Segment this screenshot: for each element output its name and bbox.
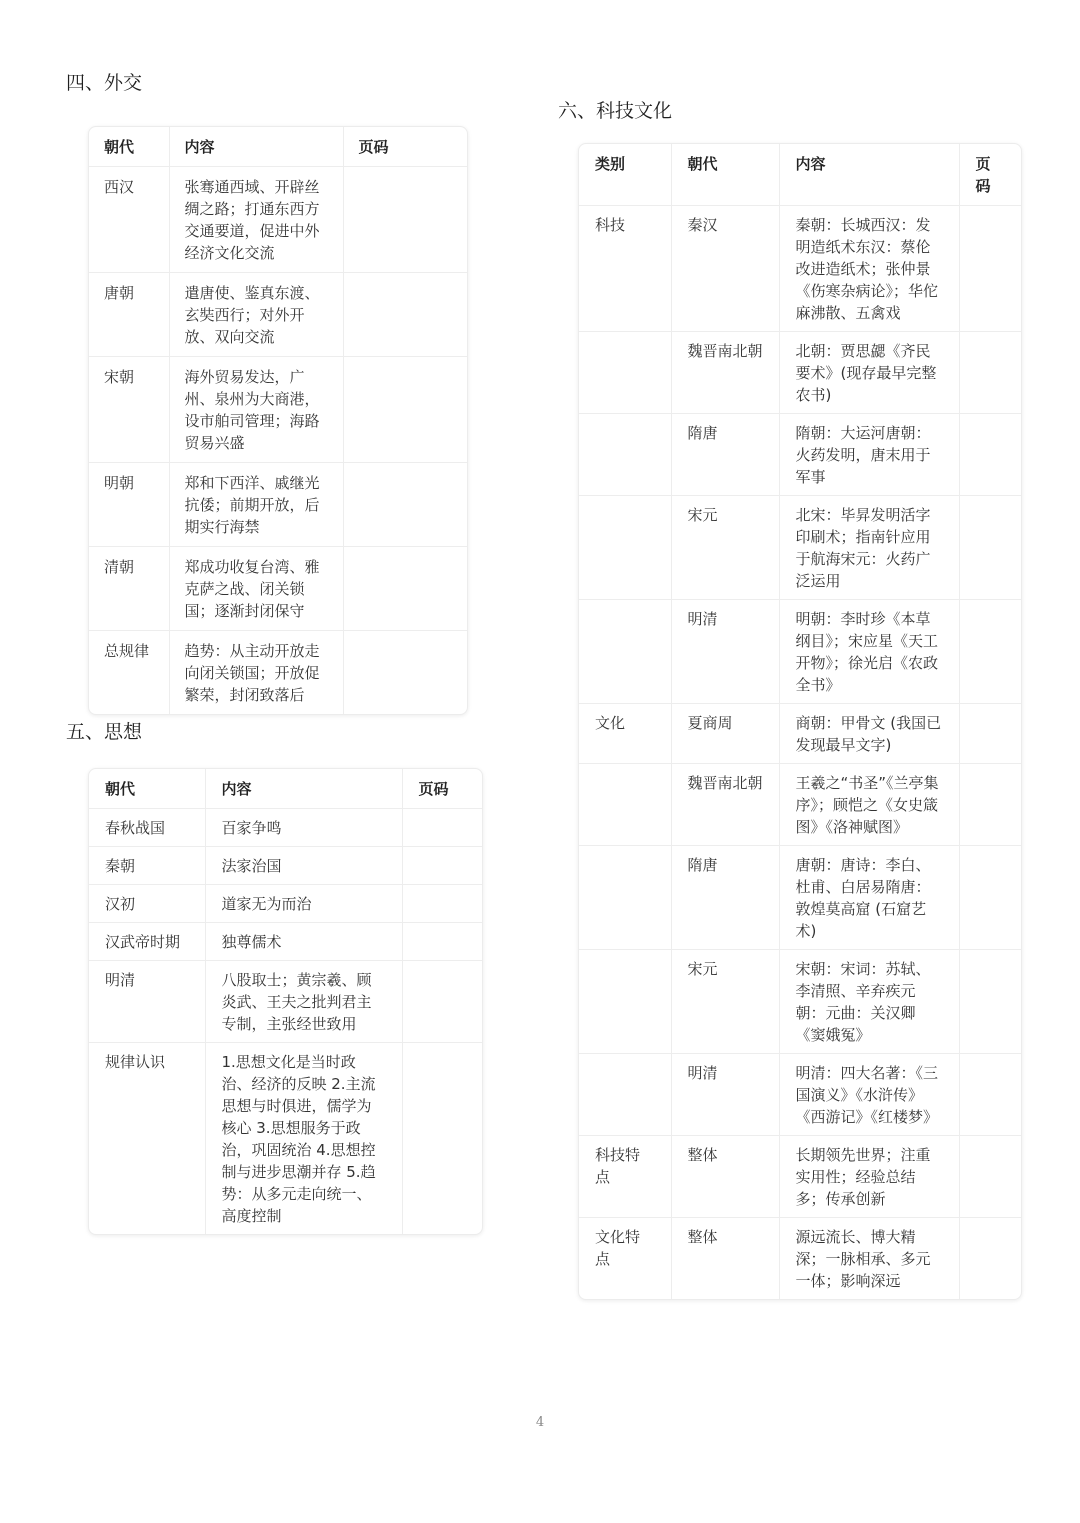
- table-cell: 北宋：毕昇发明活字印刷术；指南针应用于航海宋元：火药广泛运用: [779, 496, 959, 600]
- table-cell: 百家争鸣: [205, 809, 402, 847]
- table-cell: 遣唐使、鉴真东渡、玄奘西行；对外开放、双向交流: [169, 273, 343, 357]
- table-cell: [343, 631, 467, 715]
- diplomacy-table: [88, 126, 468, 715]
- table-cell: 北朝：贾思勰《齐民要术》(现存最早完整农书): [779, 332, 959, 414]
- table-row: [89, 923, 482, 961]
- column-header: 朝代: [89, 127, 169, 167]
- table-cell: [343, 463, 467, 547]
- table-cell: 宋朝: [89, 357, 169, 463]
- table-cell: 隋朝：大运河唐朝：火药发明，唐末用于军事: [779, 414, 959, 496]
- section-4-title: 四、外交: [66, 72, 143, 94]
- thought-table: [88, 768, 483, 1235]
- table-cell: 明清: [671, 1054, 779, 1136]
- table-cell: 明清: [89, 961, 205, 1043]
- table-cell: 科技: [579, 206, 671, 332]
- column-header: 页码: [959, 144, 1021, 206]
- table-cell: 汉初: [89, 885, 205, 923]
- table-cell: [343, 547, 467, 631]
- column-header: 页码: [343, 127, 467, 167]
- table-cell: [402, 1043, 482, 1235]
- table-cell: [959, 414, 1021, 496]
- table-cell: 唐朝：唐诗：李白、杜甫、白居易隋唐：敦煌莫高窟 (石窟艺术): [779, 846, 959, 950]
- table-row: [89, 809, 482, 847]
- table-cell: [959, 332, 1021, 414]
- table-cell: [959, 704, 1021, 764]
- table-row: [89, 631, 467, 715]
- table-cell: 秦朝：长城西汉：发明造纸术东汉：蔡伦改进造纸术；张仲景《伤寒杂病论》；华佗麻沸散、五禽戏: [779, 206, 959, 332]
- table-cell: 源远流长、博大精深；一脉相承、多元一体；影响深远: [779, 1218, 959, 1300]
- table-row: [579, 1054, 1021, 1136]
- table-cell: 宋元: [671, 950, 779, 1054]
- table-cell: 文化特点: [579, 1218, 671, 1300]
- table-cell: [579, 496, 671, 600]
- table-cell: 魏晋南北朝: [671, 332, 779, 414]
- table-cell: [579, 600, 671, 704]
- table-cell: [959, 1136, 1021, 1218]
- table-cell: 整体: [671, 1218, 779, 1300]
- table-cell: 趋势：从主动开放走向闭关锁国；开放促繁荣，封闭致落后: [169, 631, 343, 715]
- tech-culture-table: [578, 143, 1022, 1300]
- table-cell: 唐朝: [89, 273, 169, 357]
- table-row: [579, 764, 1021, 846]
- table-cell: [402, 847, 482, 885]
- table-cell: 夏商周: [671, 704, 779, 764]
- table-row: [89, 961, 482, 1043]
- table-cell: 春秋战国: [89, 809, 205, 847]
- table-cell: 长期领先世界；注重实用性；经验总结多；传承创新: [779, 1136, 959, 1218]
- table-row: [89, 1043, 482, 1235]
- table-cell: 八股取士；黄宗羲、顾炎武、王夫之批判君主专制，主张经世致用: [205, 961, 402, 1043]
- table-cell: 明清: [671, 600, 779, 704]
- table-cell: 科技特点: [579, 1136, 671, 1218]
- table-row: [579, 1218, 1021, 1300]
- table-row: [579, 332, 1021, 414]
- table-cell: [959, 1218, 1021, 1300]
- table-row: [579, 414, 1021, 496]
- table-cell: 独尊儒术: [205, 923, 402, 961]
- table-row: [579, 600, 1021, 704]
- table-cell: [579, 846, 671, 950]
- table-cell: 文化: [579, 704, 671, 764]
- table-cell: [959, 1054, 1021, 1136]
- table-row: [89, 847, 482, 885]
- column-header: 内容: [169, 127, 343, 167]
- table-row: [579, 1136, 1021, 1218]
- table-cell: [402, 809, 482, 847]
- table-cell: [959, 950, 1021, 1054]
- table-cell: [402, 885, 482, 923]
- table-row: [89, 357, 467, 463]
- table-cell: [959, 846, 1021, 950]
- table-cell: [959, 496, 1021, 600]
- table-cell: 魏晋南北朝: [671, 764, 779, 846]
- table-cell: 西汉: [89, 167, 169, 273]
- table-cell: 郑和下西洋、戚继光抗倭；前期开放，后期实行海禁: [169, 463, 343, 547]
- table-cell: 清朝: [89, 547, 169, 631]
- page-number: 4: [535, 1415, 545, 1430]
- table-cell: 汉武帝时期: [89, 923, 205, 961]
- table-row: [89, 885, 482, 923]
- table-cell: [402, 961, 482, 1043]
- table-cell: 明清：四大名著：《三国演义》《水浒传》《西游记》《红楼梦》: [779, 1054, 959, 1136]
- table-cell: 明朝: [89, 463, 169, 547]
- column-header: 类别: [579, 144, 671, 206]
- column-header: 页码: [402, 769, 482, 809]
- table-cell: [959, 764, 1021, 846]
- table-row: [579, 950, 1021, 1054]
- table-row: [89, 273, 467, 357]
- table-cell: 隋唐: [671, 846, 779, 950]
- table-header-row: [89, 127, 467, 167]
- table-row: [579, 704, 1021, 764]
- table-cell: [402, 923, 482, 961]
- table-cell: 秦朝: [89, 847, 205, 885]
- table-cell: 明朝：李时珍《本草纲目》；宋应星《天工开物》；徐光启《农政全书》: [779, 600, 959, 704]
- table-cell: 道家无为而治: [205, 885, 402, 923]
- table-cell: [959, 600, 1021, 704]
- table-cell: [579, 764, 671, 846]
- table-row: [89, 547, 467, 631]
- table-cell: 王羲之“书圣”《兰亭集序》；顾恺之《女史箴图》《洛神赋图》: [779, 764, 959, 846]
- table-cell: 隋唐: [671, 414, 779, 496]
- section-5-title: 五、思想: [66, 721, 143, 743]
- table-cell: 宋元: [671, 496, 779, 600]
- table-cell: 规律认识: [89, 1043, 205, 1235]
- table-cell: 海外贸易发达，广州、泉州为大商港，设市舶司管理；海路贸易兴盛: [169, 357, 343, 463]
- table-cell: [343, 273, 467, 357]
- table-cell: 郑成功收复台湾、雅克萨之战、闭关锁国；逐渐封闭保守: [169, 547, 343, 631]
- table-cell: [343, 167, 467, 273]
- column-header: 内容: [205, 769, 402, 809]
- table-cell: 宋朝：宋词：苏轼、李清照、辛弃疾元朝：元曲：关汉卿《窦娥冤》: [779, 950, 959, 1054]
- table-cell: [579, 1054, 671, 1136]
- column-header: 朝代: [89, 769, 205, 809]
- table-header-row: [579, 144, 1021, 206]
- table-cell: 张骞通西域、开辟丝绸之路；打通东西方交通要道，促进中外经济文化交流: [169, 167, 343, 273]
- table-cell: 秦汉: [671, 206, 779, 332]
- column-header: 朝代: [671, 144, 779, 206]
- table-row: [89, 463, 467, 547]
- table-row: [579, 846, 1021, 950]
- table-cell: 商朝：甲骨文 (我国已发现最早文字): [779, 704, 959, 764]
- table-row: [579, 496, 1021, 600]
- table-cell: [343, 357, 467, 463]
- table-header-row: [89, 769, 482, 809]
- table-cell: 法家治国: [205, 847, 402, 885]
- table-cell: [579, 332, 671, 414]
- column-header: 内容: [779, 144, 959, 206]
- table-cell: 总规律: [89, 631, 169, 715]
- table-row: [89, 167, 467, 273]
- section-6-title: 六、科技文化: [558, 100, 673, 122]
- table-cell: 1.思想文化是当时政治、经济的反映 2.主流思想与时俱进，儒学为核心 3.思想服务于政治，巩固统治 4.思想控制与进步思潮并存 5.趋势：从多元走向统一、高度控制: [205, 1043, 402, 1235]
- table-cell: [579, 950, 671, 1054]
- table-cell: [959, 206, 1021, 332]
- table-cell: 整体: [671, 1136, 779, 1218]
- table-cell: [579, 414, 671, 496]
- table-row: [579, 206, 1021, 332]
